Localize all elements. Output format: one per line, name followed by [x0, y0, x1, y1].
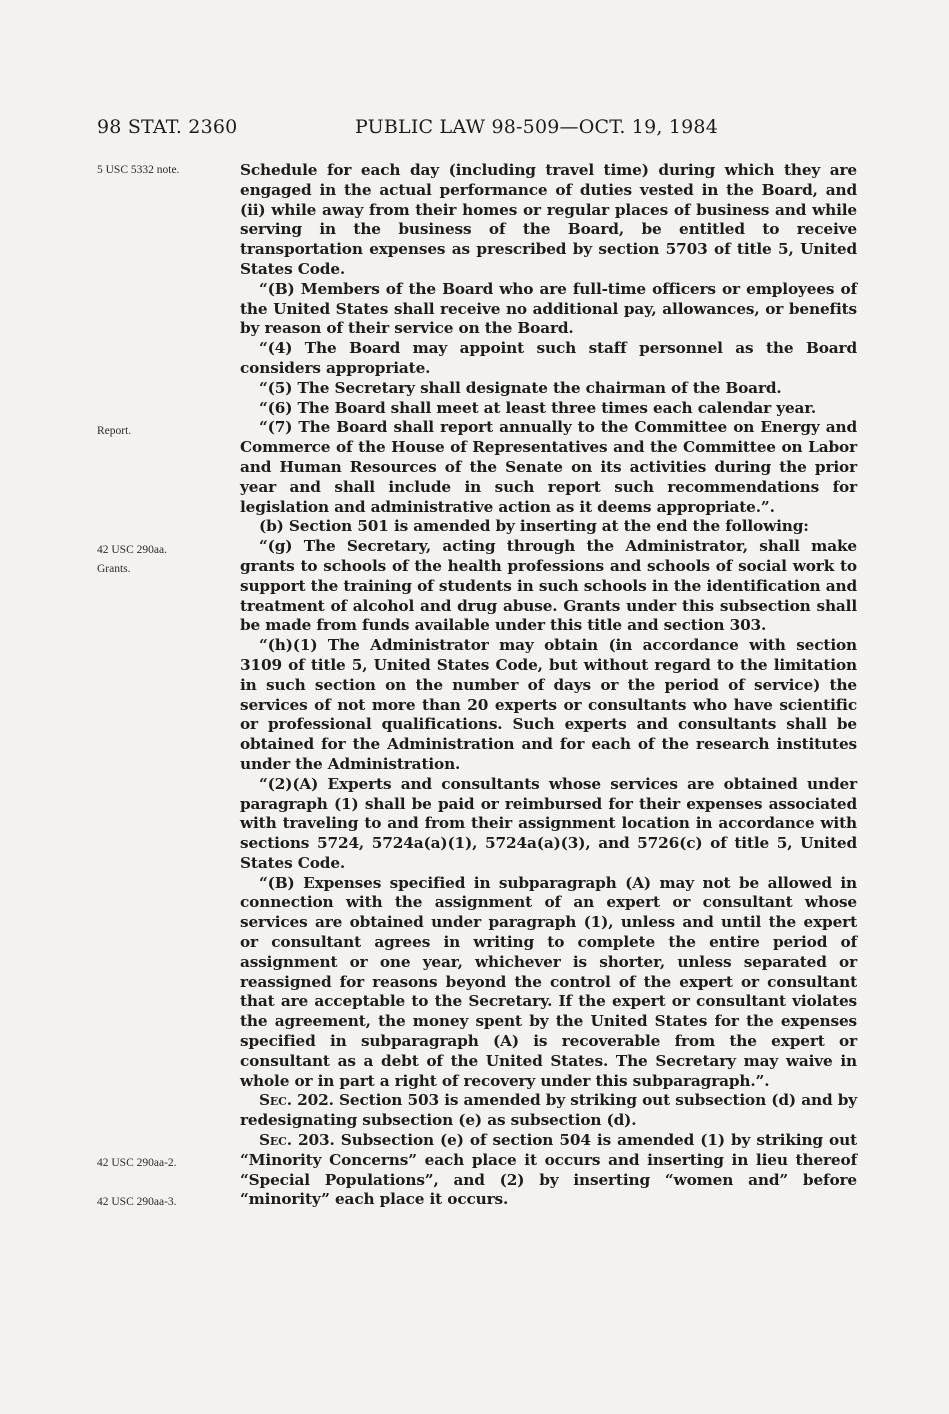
- margin-note-grants: Grants.: [97, 563, 131, 575]
- section-202-paragraph: [240, 1091, 857, 1131]
- paragraph: “(2)(A) Experts and consultants whose services are obtained under paragraph (1) shall be paid or reimbursed for their expenses associated with traveling to and from their assignment location in accordance with sections 5724, 5724a(a)(1), 5724a(a)(3), and 5726(c) of title 5, United States Code.: [240, 774, 857, 872]
- paragraph: “(6) The Board shall meet at least three times each calendar year.: [259, 398, 816, 417]
- paragraph: Schedule for each day (including travel time) during which they are engaged in the actual performance of duties vested in the Board, and (ii) while away from their homes or regular places of business and while serving in the business of the Board, be entitled to receive transportation expenses as prescribed by section 5703 of title 5, United States Code.: [240, 161, 857, 278]
- paragraph: “(B) Members of the Board who are full-time officers or employees of the United States shall receive no additional pay, allowances, or benefits by reason of their service on the Board.: [240, 279, 857, 338]
- margin-note-usc-290aa: 42 USC 290aa.: [97, 544, 167, 556]
- paragraph: “(h)(1) The Administrator may obtain (in accordance with section 3109 of title 5, United States Code, but without regard to the limitation in such section on the number of days or the period of service) the services of not more than 20 experts or consultants who have scientific or professional qualifications. Such experts and consultants shall be obtained for the Administration and for each of the research institutes under the Administration.: [240, 636, 857, 773]
- paragraph: “(g) The Secretary, acting through the Administrator, shall make grants to schools of the health professions and schools of social work to support the training of students in such schools in the identification and treatment of alcohol and drug abuse. Grants under this subsection shall be made from funds available under this title and section 303.: [240, 537, 857, 635]
- margin-note-usc-290aa-3: 42 USC 290aa-3.: [97, 1196, 177, 1208]
- paragraph: “(5) The Secretary shall designate the chairman of the Board.: [259, 378, 782, 397]
- section-text: Subsection (e) of section 504 is amended (1) by striking out “Minority Concerns” each place it occurs and inserting in lieu thereof “Special Populations”, and (2) by inserting “women and” before “minority” each place it occurs.: [240, 1131, 857, 1209]
- public-law-title: PUBLIC LAW 98-509—OCT. 19, 1984: [355, 116, 719, 138]
- paragraph: “(4) The Board may appoint such staff personnel as the Board considers appropriate.: [240, 339, 857, 377]
- paragraph: “(7) The Board shall report annually to the Committee on Energy and Commerce of the House of Representatives and the Committee on Labor and Human Resources of the Senate on its activities during the prior year and shall include in such report such recommendations for legislation and administrative action as it deems appropriate.”.: [240, 418, 857, 516]
- margin-note-usc-5332: 5 USC 5332 note.: [97, 164, 180, 176]
- statute-body-text: [240, 161, 857, 1210]
- page-header: [97, 116, 737, 146]
- margin-note-usc-290aa-2: 42 USC 290aa-2.: [97, 1157, 177, 1169]
- paragraph: “(B) Expenses specified in subparagraph (A) may not be allowed in connection with the assignment of an expert or consultant whose services are obtained under paragraph (1), unless and until the expert or consultant agrees in writing to complete the entire period of assignment or one year, whichever is shorter, unless separated or reassigned for reasons beyond the control of the expert or consultant that are acceptable to the Secretary. If the expert or consultant violates the agreement, the money spent by the United States for the expenses specified in subparagraph (A) is recoverable from the expert or consultant as a debt of the United States. The Secretary may waive in whole or in part a right of recovery under this subparagraph.”.: [240, 873, 857, 1090]
- section-203-paragraph: [240, 1131, 857, 1210]
- section-text: Section 503 is amended by striking out subsection (d) and by redesignating subsection (e) as subsection (d).: [240, 1091, 857, 1130]
- paragraph: (b) Section 501 is amended by inserting at the end the following:: [259, 517, 809, 536]
- stat-page-reference: 98 STAT. 2360: [97, 116, 238, 138]
- margin-note-report: Report.: [97, 425, 132, 437]
- section-label: Sec. 203.: [259, 1131, 335, 1150]
- section-label: Sec. 202.: [259, 1091, 334, 1110]
